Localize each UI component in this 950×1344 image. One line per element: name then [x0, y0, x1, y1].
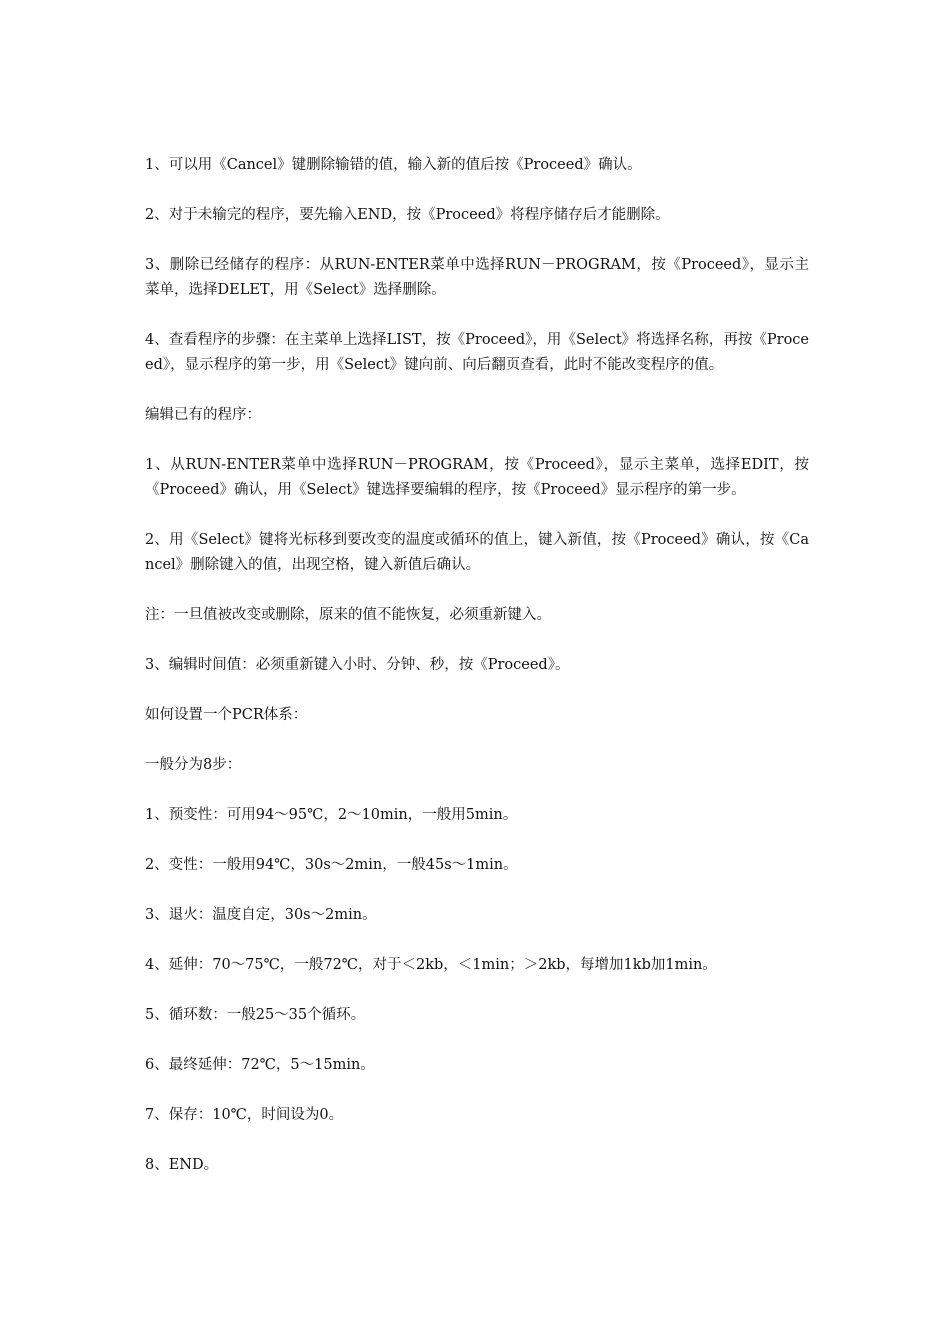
paragraph-edit-step-1: 1、从RUN-ENTER菜单中选择RUN－PROGRAM，按《Proceed》，显示主菜单，选择EDIT，按《Proceed》确认，用《Select》键选择要编辑的程序，按《Proceed》显示程序的第一步。: [145, 457, 809, 498]
paragraph-note: 注：一旦值被改变或删除，原来的值不能恢复，必须重新键入。: [145, 607, 551, 623]
pcr-step-end: 8、END。: [145, 1157, 219, 1173]
pcr-step-denaturation: 2、变性：一般用94℃，30s～2min，一般45s～1min。: [145, 857, 518, 873]
paragraph-eight-steps: 一般分为8步：: [145, 757, 242, 773]
paragraph-unfinished-program: 2、对于未输完的程序，要先输入END，按《Proceed》将程序储存后才能删除。: [145, 207, 670, 223]
heading-edit-existing-program: 编辑已有的程序：: [145, 407, 261, 423]
paragraph-view-program-steps: 4、查看程序的步骤：在主菜单上选择LIST，按《Proceed》，用《Select》将选择名称，再按《Proceed》，显示程序的第一步，用《Select》键向前、向后翻页查看，此时不能改变程序的值。: [145, 332, 809, 373]
paragraph-delete-stored-program: 3、删除已经储存的程序：从RUN-ENTER菜单中选择RUN－PROGRAM，按《Proceed》，显示主菜单，选择DELET，用《Select》选择删除。: [145, 257, 809, 298]
pcr-step-hold: 7、保存：10℃，时间设为0。: [145, 1107, 344, 1123]
paragraph-edit-step-2: 2、用《Select》键将光标移到要改变的温度或循环的值上，键入新值，按《Proceed》确认，按《Cancel》删除键入的值，出现空格，键入新值后确认。: [145, 532, 809, 573]
document-body: [145, 153, 809, 1203]
pcr-step-final-extension: 6、最终延伸：72℃，5～15min。: [145, 1057, 375, 1073]
heading-pcr-setup: 如何设置一个PCR体系：: [145, 707, 308, 723]
pcr-step-annealing: 3、退火：温度自定，30s～2min。: [145, 907, 377, 923]
pcr-step-predenaturation: 1、预变性：可用94～95℃，2～10min，一般用5min。: [145, 807, 518, 823]
pcr-step-extension: 4、延伸：70～75℃，一般72℃，对于＜2kb，＜1min；＞2kb，每增加1kb加1min。: [145, 957, 717, 973]
paragraph-edit-step-3: 3、编辑时间值：必须重新键入小时、分钟、秒，按《Proceed》。: [145, 657, 570, 673]
pcr-step-cycles: 5、循环数：一般25～35个循环。: [145, 1007, 366, 1023]
paragraph-cancel-key: 1、可以用《Cancel》键删除输错的值，输入新的值后按《Proceed》确认。: [145, 157, 642, 173]
